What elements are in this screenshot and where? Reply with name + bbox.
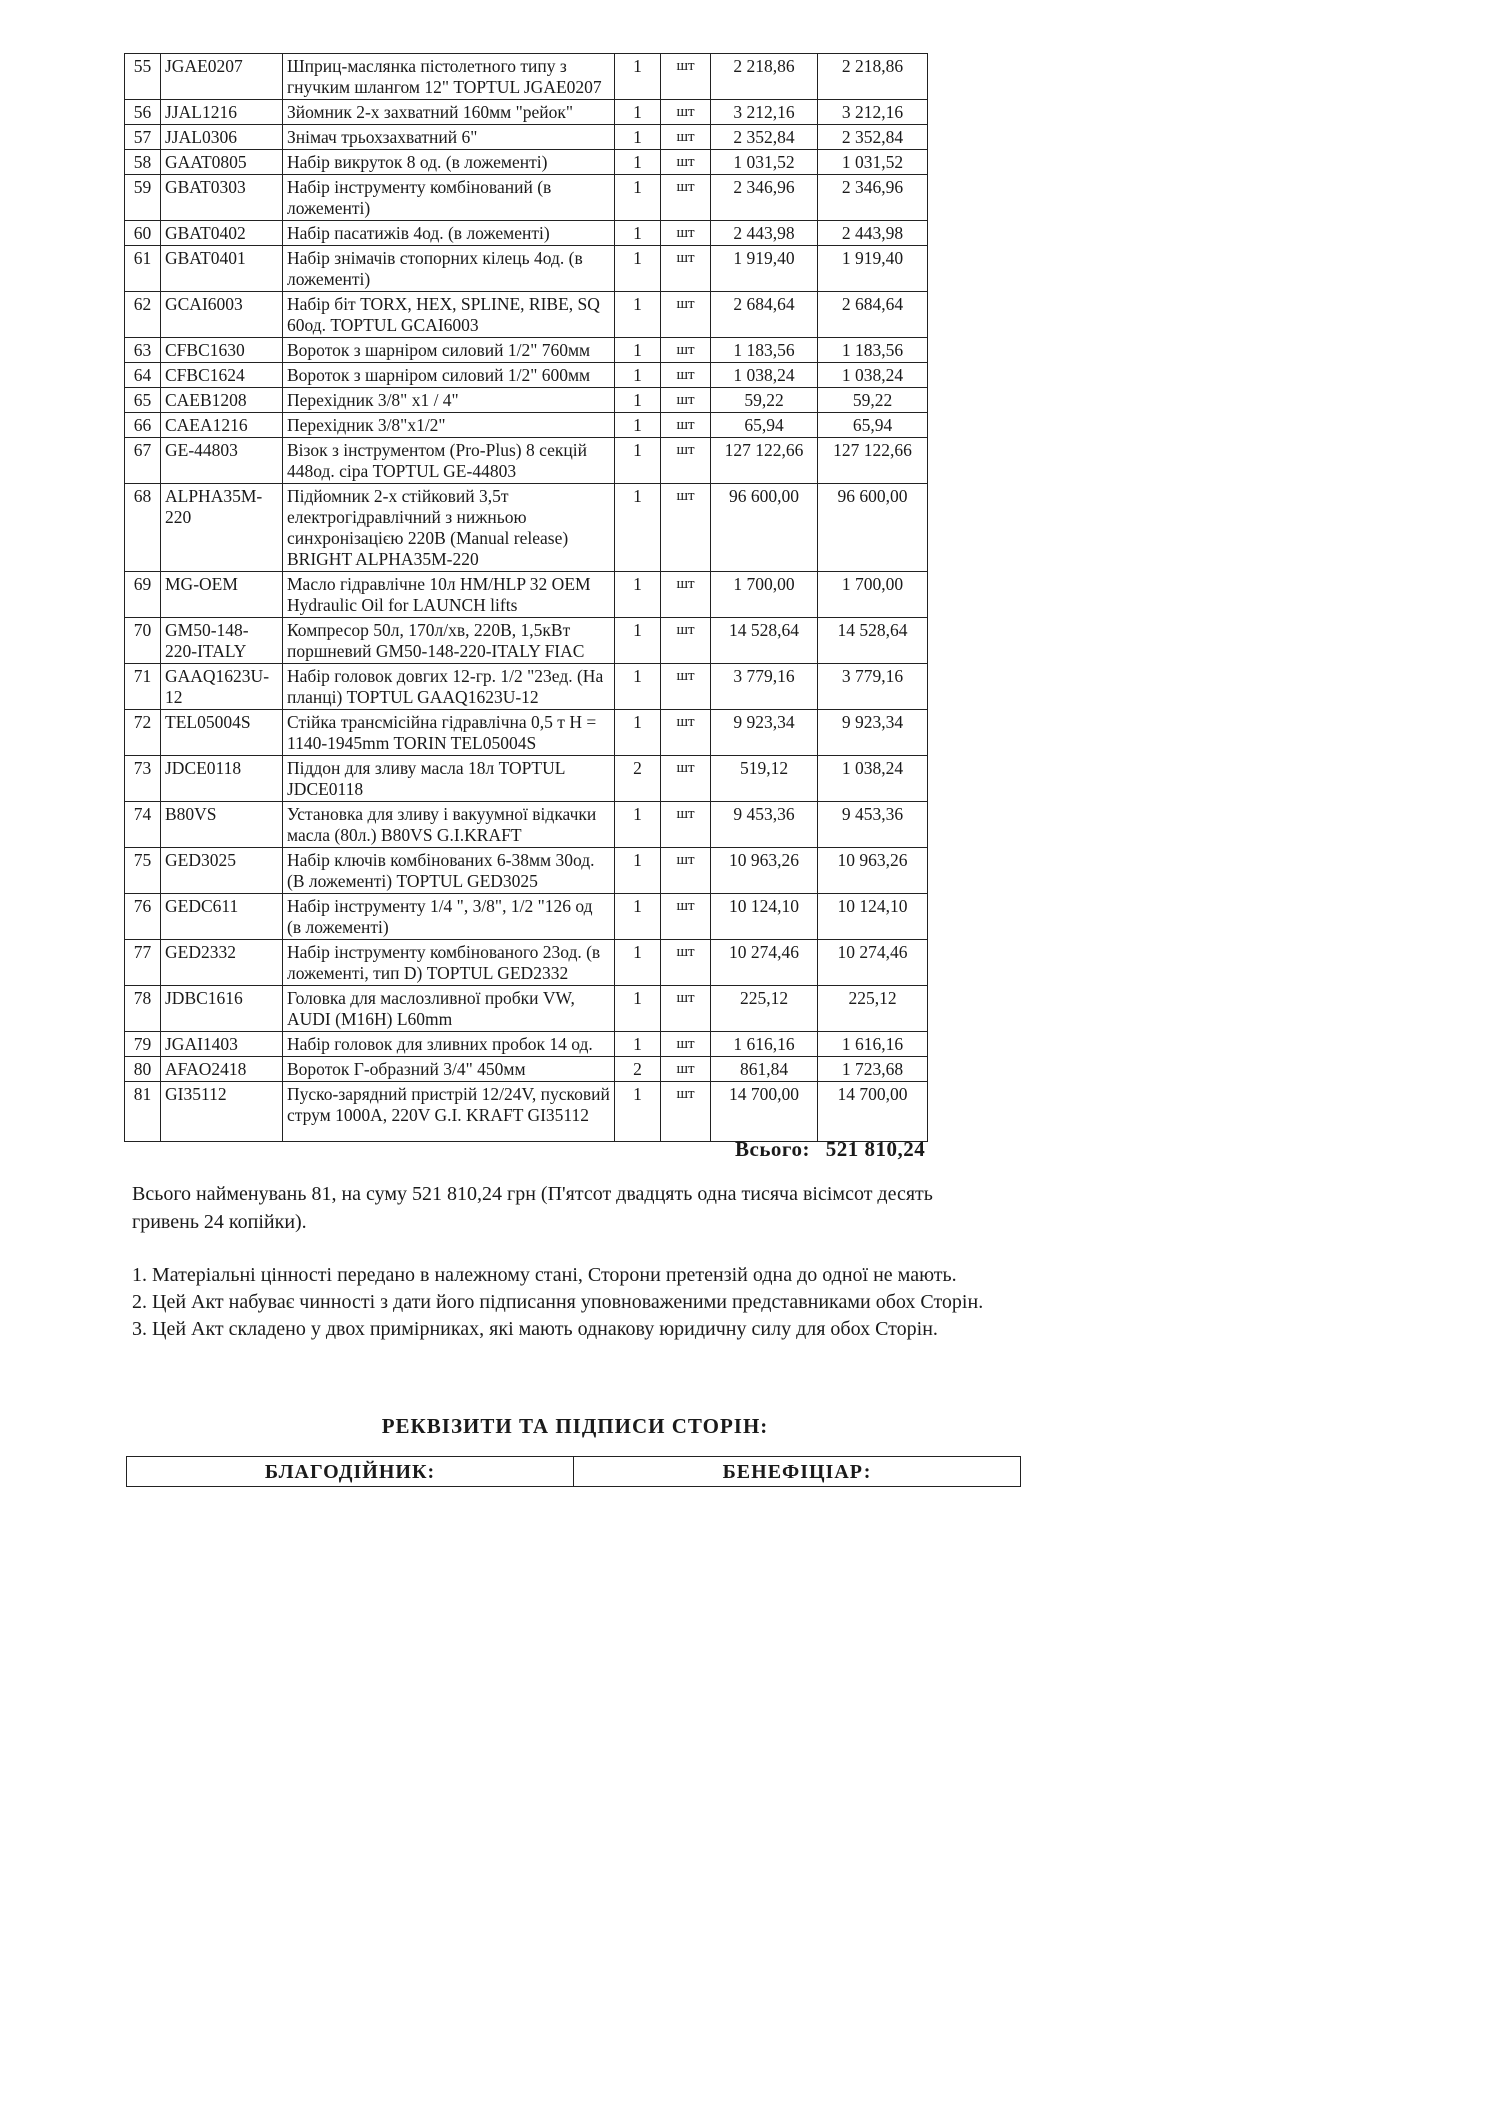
cell-name: Вороток з шарніром силовий 1/2" 760мм: [283, 338, 615, 363]
cell-num: 79: [125, 1032, 161, 1057]
cell-code: CAEB1208: [161, 388, 283, 413]
cell-unit: шт: [661, 388, 711, 413]
cell-unit: шт: [661, 413, 711, 438]
cell-num: 62: [125, 292, 161, 338]
cell-name: Пуско-зарядний пристрій 12/24V, пусковий струм 1000A, 220V G.I. KRAFT GI35112: [283, 1082, 615, 1142]
cell-unit: шт: [661, 664, 711, 710]
cell-qty: 1: [615, 848, 661, 894]
cell-qty: 1: [615, 246, 661, 292]
table-row: [125, 664, 928, 710]
cell-sum: 10 274,46: [818, 940, 928, 986]
cell-unit: шт: [661, 338, 711, 363]
cell-sum: 1 919,40: [818, 246, 928, 292]
cell-price: 2 218,86: [711, 54, 818, 100]
cell-price: 96 600,00: [711, 484, 818, 572]
party-donor: БЛАГОДІЙНИК:: [127, 1457, 574, 1487]
cell-code: GED2332: [161, 940, 283, 986]
cell-num: 65: [125, 388, 161, 413]
cell-sum: 1 700,00: [818, 572, 928, 618]
cell-price: 1 038,24: [711, 363, 818, 388]
cell-qty: 1: [615, 664, 661, 710]
cell-qty: 1: [615, 363, 661, 388]
cell-code: JJAL0306: [161, 125, 283, 150]
cell-num: 58: [125, 150, 161, 175]
table-row: [125, 756, 928, 802]
cell-name: Набір викруток 8 од. (в ложементі): [283, 150, 615, 175]
cell-name: Набір інструменту комбінований (в ложементі): [283, 175, 615, 221]
cell-num: 74: [125, 802, 161, 848]
table-row: [125, 1082, 928, 1142]
cell-qty: 1: [615, 150, 661, 175]
cell-qty: 1: [615, 986, 661, 1032]
cell-qty: 2: [615, 756, 661, 802]
table-row: [125, 125, 928, 150]
cell-num: 75: [125, 848, 161, 894]
table-row: [125, 710, 928, 756]
table-row: [125, 175, 928, 221]
cell-code: GAAT0805: [161, 150, 283, 175]
cell-code: GBAT0402: [161, 221, 283, 246]
table-row: [125, 54, 928, 100]
cell-code: CAEA1216: [161, 413, 283, 438]
cell-price: 1 183,56: [711, 338, 818, 363]
cell-code: GCAI6003: [161, 292, 283, 338]
cell-code: JDBC1616: [161, 986, 283, 1032]
table-row: [125, 413, 928, 438]
cell-code: GE-44803: [161, 438, 283, 484]
cell-unit: шт: [661, 150, 711, 175]
cell-sum: 2 352,84: [818, 125, 928, 150]
cell-num: 59: [125, 175, 161, 221]
requisites-title: РЕКВІЗИТИ ТА ПІДПИСИ СТОРІН:: [381, 1414, 769, 1438]
cell-num: 80: [125, 1057, 161, 1082]
cell-qty: 1: [615, 292, 661, 338]
clause-2: 2. Цей Акт набуває чинності з дати його підписання уповноваженими представниками обох Сторін.: [132, 1291, 984, 1313]
cell-unit: шт: [661, 125, 711, 150]
cell-name: Вороток Г-образний 3/4" 450мм: [283, 1057, 615, 1082]
cell-price: 10 963,26: [711, 848, 818, 894]
total-label: Всього:: [735, 1137, 810, 1161]
parties-table: [126, 1456, 1021, 1487]
clause-3: 3. Цей Акт складено у двох примірниках, які мають однакову юридичну силу для обох Сторін.: [132, 1318, 938, 1340]
table-row: [125, 363, 928, 388]
table-row: [125, 338, 928, 363]
cell-name: Установка для зливу і вакуумної відкачки масла (80л.) B80VS G.I.KRAFT: [283, 802, 615, 848]
cell-code: AFAO2418: [161, 1057, 283, 1082]
cell-unit: шт: [661, 1082, 711, 1142]
cell-name: Стійка трансмісійна гідравлічна 0,5 т H = 1140-1945mm TORIN TEL05004S: [283, 710, 615, 756]
cell-price: 9 923,34: [711, 710, 818, 756]
cell-qty: 1: [615, 710, 661, 756]
cell-sum: 96 600,00: [818, 484, 928, 572]
cell-num: 69: [125, 572, 161, 618]
cell-qty: 1: [615, 175, 661, 221]
table-row: [125, 438, 928, 484]
table-row: [125, 572, 928, 618]
cell-name: Візок з інструментом (Pro-Plus) 8 секцій 448од. сіра TOPTUL GE-44803: [283, 438, 615, 484]
table-row: [125, 221, 928, 246]
cell-code: MG-OEM: [161, 572, 283, 618]
cell-unit: шт: [661, 221, 711, 246]
cell-unit: шт: [661, 438, 711, 484]
cell-num: 71: [125, 664, 161, 710]
cell-sum: 2 218,86: [818, 54, 928, 100]
cell-price: 14 528,64: [711, 618, 818, 664]
cell-code: JGAI1403: [161, 1032, 283, 1057]
table-row: [125, 848, 928, 894]
cell-price: 1 700,00: [711, 572, 818, 618]
cell-sum: 14 700,00: [818, 1082, 928, 1142]
cell-sum: 3 212,16: [818, 100, 928, 125]
cell-qty: 1: [615, 413, 661, 438]
cell-name: Набір ключів комбінованих 6-38мм 30од. (В ложементі) TOPTUL GED3025: [283, 848, 615, 894]
cell-name: Набір інструменту 1/4 ", 3/8", 1/2 "126 од (в ложементі): [283, 894, 615, 940]
cell-sum: 65,94: [818, 413, 928, 438]
cell-unit: шт: [661, 894, 711, 940]
cell-price: 127 122,66: [711, 438, 818, 484]
cell-code: GAAQ1623U-12: [161, 664, 283, 710]
cell-unit: шт: [661, 246, 711, 292]
cell-code: GED3025: [161, 848, 283, 894]
cell-unit: шт: [661, 484, 711, 572]
cell-unit: шт: [661, 292, 711, 338]
cell-unit: шт: [661, 54, 711, 100]
cell-price: 2 443,98: [711, 221, 818, 246]
total-line: [735, 1137, 925, 1162]
table-row: [125, 100, 928, 125]
cell-price: 14 700,00: [711, 1082, 818, 1142]
cell-unit: шт: [661, 710, 711, 756]
cell-sum: 2 346,96: [818, 175, 928, 221]
cell-num: 63: [125, 338, 161, 363]
cell-qty: 1: [615, 221, 661, 246]
items-table-body: [125, 54, 928, 1142]
cell-unit: шт: [661, 100, 711, 125]
cell-qty: 1: [615, 100, 661, 125]
cell-name: Набір біт TORX, HEX, SPLINE, RIBE, SQ 60од. TOPTUL GCAI6003: [283, 292, 615, 338]
cell-code: TEL05004S: [161, 710, 283, 756]
cell-qty: 1: [615, 484, 661, 572]
cell-num: 61: [125, 246, 161, 292]
cell-price: 225,12: [711, 986, 818, 1032]
cell-sum: 1 038,24: [818, 363, 928, 388]
cell-qty: 1: [615, 802, 661, 848]
cell-unit: шт: [661, 1057, 711, 1082]
total-value: 521 810,24: [825, 1137, 926, 1161]
cell-sum: 2 443,98: [818, 221, 928, 246]
cell-unit: шт: [661, 848, 711, 894]
cell-name: Перехідник 3/8" x1 / 4": [283, 388, 615, 413]
cell-price: 2 346,96: [711, 175, 818, 221]
cell-code: B80VS: [161, 802, 283, 848]
cell-qty: 1: [615, 618, 661, 664]
cell-sum: 1 031,52: [818, 150, 928, 175]
cell-num: 55: [125, 54, 161, 100]
cell-qty: 2: [615, 1057, 661, 1082]
table-row: [125, 618, 928, 664]
cell-unit: шт: [661, 1032, 711, 1057]
cell-price: 1 616,16: [711, 1032, 818, 1057]
cell-sum: 225,12: [818, 986, 928, 1032]
cell-name: Шприц-маслянка пістолетного типу з гнучким шлангом 12" TOPTUL JGAE0207: [283, 54, 615, 100]
cell-unit: шт: [661, 986, 711, 1032]
table-row: [125, 802, 928, 848]
cell-price: 2 684,64: [711, 292, 818, 338]
cell-sum: 3 779,16: [818, 664, 928, 710]
clause-1: 1. Матеріальні цінності передано в належному стані, Сторони претензій одна до одної не мають.: [132, 1264, 957, 1286]
cell-sum: 9 923,34: [818, 710, 928, 756]
cell-sum: 1 616,16: [818, 1032, 928, 1057]
cell-price: 9 453,36: [711, 802, 818, 848]
cell-code: GM50-148-220-ITALY: [161, 618, 283, 664]
cell-qty: 1: [615, 1032, 661, 1057]
cell-code: GBAT0401: [161, 246, 283, 292]
cell-code: CFBC1624: [161, 363, 283, 388]
cell-name: Компресор 50л, 170л/хв, 220В, 1,5кВт поршневий GM50-148-220-ITALY FIAC: [283, 618, 615, 664]
cell-name: Вороток з шарніром силовий 1/2" 600мм: [283, 363, 615, 388]
cell-unit: шт: [661, 940, 711, 986]
cell-name: Піддон для зливу масла 18л TOPTUL JDCE0118: [283, 756, 615, 802]
cell-num: 77: [125, 940, 161, 986]
cell-qty: 1: [615, 894, 661, 940]
cell-num: 81: [125, 1082, 161, 1142]
cell-name: Зйомник 2-х захватний 160мм "рейок": [283, 100, 615, 125]
cell-price: 861,84: [711, 1057, 818, 1082]
cell-code: CFBC1630: [161, 338, 283, 363]
cell-num: 68: [125, 484, 161, 572]
cell-sum: 9 453,36: [818, 802, 928, 848]
cell-qty: 1: [615, 338, 661, 363]
cell-sum: 10 124,10: [818, 894, 928, 940]
cell-price: 3 212,16: [711, 100, 818, 125]
cell-price: 65,94: [711, 413, 818, 438]
table-row: [125, 986, 928, 1032]
table-row: [125, 484, 928, 572]
table-row: [125, 1032, 928, 1057]
cell-sum: 14 528,64: [818, 618, 928, 664]
cell-sum: 59,22: [818, 388, 928, 413]
cell-unit: шт: [661, 363, 711, 388]
cell-sum: 1 038,24: [818, 756, 928, 802]
cell-num: 64: [125, 363, 161, 388]
cell-unit: шт: [661, 618, 711, 664]
cell-price: 59,22: [711, 388, 818, 413]
cell-code: ALPHA35M-220: [161, 484, 283, 572]
cell-name: Головка для маслозливної пробки VW, AUDI (M16H) L60mm: [283, 986, 615, 1032]
cell-unit: шт: [661, 802, 711, 848]
cell-code: JDCE0118: [161, 756, 283, 802]
cell-qty: 1: [615, 940, 661, 986]
cell-sum: 2 684,64: [818, 292, 928, 338]
cell-name: Знімач трьохзахватний 6": [283, 125, 615, 150]
cell-price: 10 124,10: [711, 894, 818, 940]
table-row: [125, 388, 928, 413]
clauses: [132, 1262, 1024, 1343]
parties-row: [127, 1457, 1021, 1487]
cell-price: 1 919,40: [711, 246, 818, 292]
table-row: [125, 292, 928, 338]
items-table: [124, 53, 928, 1142]
cell-code: GEDC611: [161, 894, 283, 940]
cell-name: Масло гідравлічне 10л HM/HLP 32 OEM Hydraulic Oil for LAUNCH lifts: [283, 572, 615, 618]
cell-name: Підйомник 2-х стійковий 3,5т електрогідравлічний з нижньою синхронізацією 220В (Manual release) BRIGHT ALPHA35M-220: [283, 484, 615, 572]
cell-name: Набір знімачів стопорних кілець 4од. (в ложементі): [283, 246, 615, 292]
cell-code: JGAE0207: [161, 54, 283, 100]
cell-num: 73: [125, 756, 161, 802]
cell-name: Набір пасатижів 4од. (в ложементі): [283, 221, 615, 246]
cell-qty: 1: [615, 54, 661, 100]
cell-num: 60: [125, 221, 161, 246]
cell-name: Перехідник 3/8"x1/2": [283, 413, 615, 438]
cell-qty: 1: [615, 572, 661, 618]
cell-name: Набір головок для зливних пробок 14 од.: [283, 1032, 615, 1057]
cell-unit: шт: [661, 175, 711, 221]
cell-price: 3 779,16: [711, 664, 818, 710]
cell-price: 10 274,46: [711, 940, 818, 986]
cell-code: JJAL1216: [161, 100, 283, 125]
cell-num: 57: [125, 125, 161, 150]
cell-qty: 1: [615, 125, 661, 150]
cell-name: Набір головок довгих 12-гр. 1/2 "23ед. (На планці) TOPTUL GAAQ1623U-12: [283, 664, 615, 710]
summary-paragraph: Всього найменувань 81, на суму 521 810,24 грн (П'ятсот двадцять одна тисяча вісімсот десять гривень 24 копійки).: [132, 1183, 933, 1233]
cell-price: 519,12: [711, 756, 818, 802]
cell-qty: 1: [615, 388, 661, 413]
cell-unit: шт: [661, 572, 711, 618]
cell-num: 76: [125, 894, 161, 940]
cell-code: GI35112: [161, 1082, 283, 1142]
table-row: [125, 940, 928, 986]
party-beneficiary: БЕНЕФІЦІАР:: [574, 1457, 1021, 1487]
table-row: [125, 1057, 928, 1082]
cell-num: 56: [125, 100, 161, 125]
cell-sum: 1 183,56: [818, 338, 928, 363]
cell-price: 2 352,84: [711, 125, 818, 150]
cell-qty: 1: [615, 1082, 661, 1142]
cell-sum: 127 122,66: [818, 438, 928, 484]
table-row: [125, 150, 928, 175]
cell-num: 78: [125, 986, 161, 1032]
table-row: [125, 246, 928, 292]
cell-price: 1 031,52: [711, 150, 818, 175]
cell-num: 66: [125, 413, 161, 438]
cell-unit: шт: [661, 756, 711, 802]
cell-qty: 1: [615, 438, 661, 484]
cell-num: 67: [125, 438, 161, 484]
cell-num: 72: [125, 710, 161, 756]
cell-name: Набір інструменту комбінованого 23од. (в ложементі, тип D) TOPTUL GED2332: [283, 940, 615, 986]
cell-sum: 1 723,68: [818, 1057, 928, 1082]
cell-sum: 10 963,26: [818, 848, 928, 894]
cell-code: GBAT0303: [161, 175, 283, 221]
table-row: [125, 894, 928, 940]
cell-num: 70: [125, 618, 161, 664]
